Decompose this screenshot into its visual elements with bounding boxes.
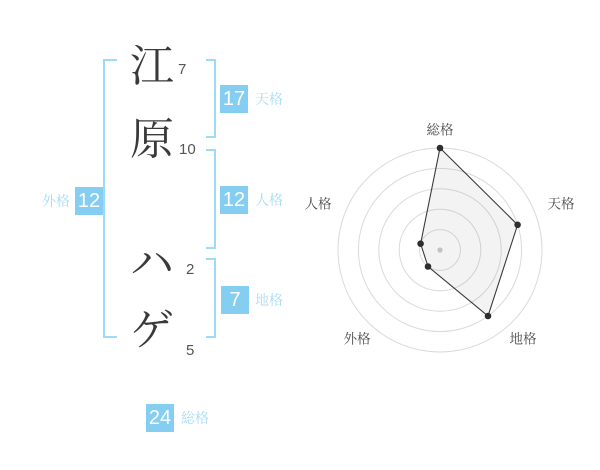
full-name-bracket bbox=[103, 59, 117, 338]
radar-axis-label: 人格 bbox=[304, 196, 332, 212]
stroke-count-surname-1: 7 bbox=[178, 61, 187, 78]
radar-axis-label: 総格 bbox=[426, 122, 454, 138]
gaikaku-label: 外格 bbox=[42, 193, 70, 209]
soukaku-value-badge: 24 bbox=[146, 404, 174, 432]
chikaku-label: 地格 bbox=[255, 292, 283, 308]
tenkaku-label: 天格 bbox=[255, 91, 283, 107]
stroke-count-given-2: 5 bbox=[186, 342, 195, 359]
radar-center-dot bbox=[437, 247, 442, 252]
radar-vertex-dot bbox=[485, 313, 492, 320]
radar-chart-svg bbox=[295, 118, 585, 358]
radar-vertex-dot bbox=[514, 222, 521, 229]
surname-char-1: 江 bbox=[130, 42, 174, 91]
surname-char-2: 原 bbox=[130, 115, 174, 164]
stroke-count-surname-2: 10 bbox=[179, 141, 196, 158]
tenkaku-value-badge: 17 bbox=[220, 85, 248, 113]
jinkaku-label: 人格 bbox=[255, 192, 283, 208]
chikaku-bracket bbox=[206, 258, 216, 338]
radar-chart bbox=[295, 118, 585, 358]
jinkaku-value-badge: 12 bbox=[220, 186, 248, 214]
stroke-count-given-1: 2 bbox=[186, 261, 195, 278]
jinkaku-bracket bbox=[206, 149, 216, 249]
tenkaku-bracket bbox=[206, 59, 216, 138]
soukaku-label: 総格 bbox=[181, 410, 209, 426]
chikaku-value-badge: 7 bbox=[221, 286, 249, 314]
radar-axis-label: 外格 bbox=[343, 331, 371, 347]
given-char-1: ハ bbox=[130, 239, 174, 288]
radar-vertex-dot bbox=[437, 145, 444, 152]
gaikaku-value-badge: 12 bbox=[75, 187, 103, 215]
given-char-2: ゲ bbox=[130, 306, 174, 355]
radar-vertex-dot bbox=[425, 263, 432, 270]
radar-vertex-dot bbox=[417, 240, 424, 247]
radar-axis-label: 天格 bbox=[547, 196, 575, 212]
radar-axis-label: 地格 bbox=[509, 331, 537, 347]
